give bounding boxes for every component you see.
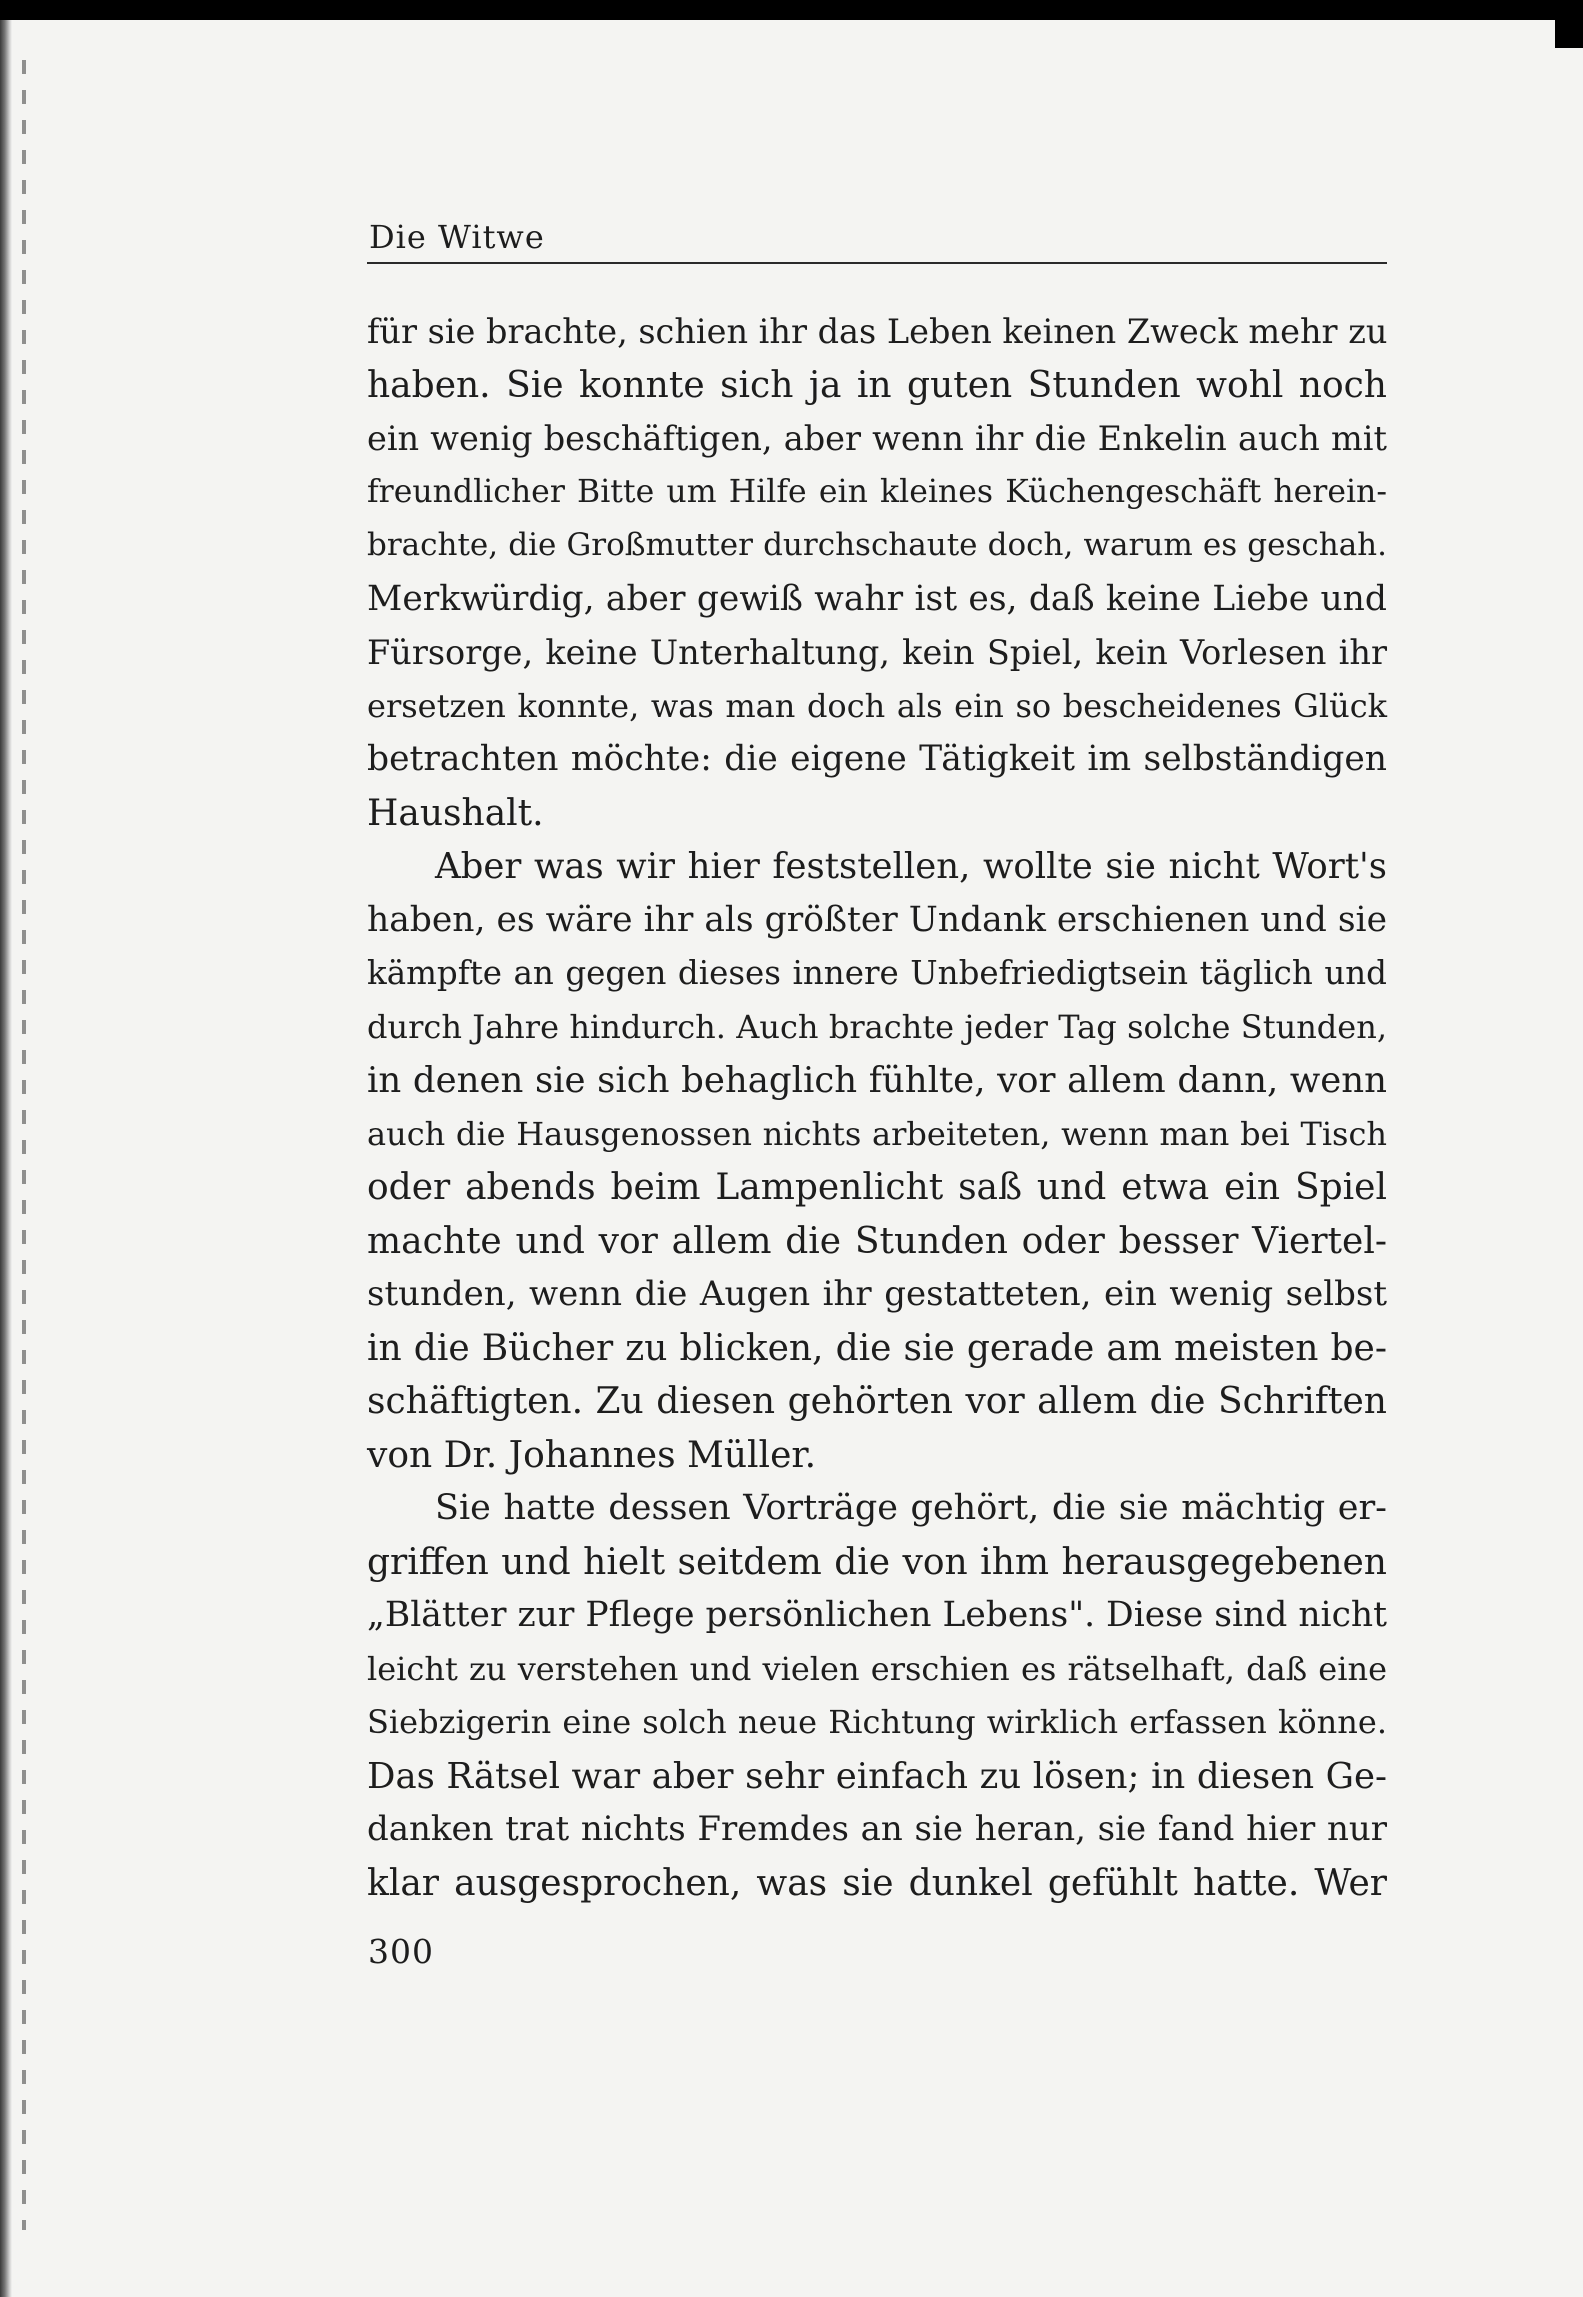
- text-line: Sie hatte dessen Vorträge gehört, die sie mächtig er-: [435, 1488, 1387, 1528]
- text-line: von Dr. Johannes Müller.: [367, 1434, 817, 1476]
- scan-left-streak: [22, 60, 26, 2230]
- text-line: „Blätter zur Pflege persönlichen Lebens". Diese sind nicht: [367, 1595, 1387, 1635]
- text-line: Siebzigerin eine solch neue Richtung wirklich erfassen könne.: [367, 1703, 1387, 1741]
- text-line: klar ausgesprochen, was sie dunkel gefühlt hatte. Wer: [367, 1862, 1387, 1904]
- text-line: haben. Sie konnte sich ja in guten Stunden wohl noch: [367, 364, 1387, 406]
- text-line: kämpfte an gegen dieses innere Unbefriedigtsein täglich und: [367, 954, 1387, 992]
- text-line: Merkwürdig, aber gewiß wahr ist es, daß keine Liebe und: [367, 578, 1387, 619]
- page-number: 300: [368, 1932, 434, 1971]
- scan-left-edge: [0, 20, 12, 2297]
- scan-corner-shadow: [1555, 0, 1583, 48]
- text-line: danken trat nichts Fremdes an sie heran, sie fand hier nur: [367, 1809, 1387, 1849]
- running-head: [367, 212, 1387, 264]
- text-line: brachte, die Großmutter durchschaute doch, warum es geschah.: [367, 527, 1387, 563]
- text-line: stunden, wenn die Augen ihr gestatteten, ein wenig selbst: [367, 1274, 1387, 1314]
- text-line: leicht zu verstehen und vielen erschien es rätselhaft, daß eine: [367, 1649, 1387, 1688]
- text-line: auch die Hausgenossen nichts arbeiteten, wenn man bei Tisch: [367, 1114, 1387, 1153]
- scan-top-edge: [0, 0, 1583, 20]
- text-line: haben, es wäre ihr als größter Undank erschienen und sie: [367, 899, 1387, 940]
- text-line: ein wenig beschäftigen, aber wenn ihr die Enkelin auch mit: [367, 419, 1387, 458]
- running-head-title: Die Witwe: [369, 218, 545, 256]
- text-line: in denen sie sich behaglich fühlte, vor allem dann, wenn: [367, 1060, 1387, 1101]
- text-line: Das Rätsel war aber sehr einfach zu lösen; in diesen Ge-: [367, 1755, 1387, 1797]
- text-line: für sie brachte, schien ihr das Leben keinen Zweck mehr zu: [367, 312, 1388, 351]
- text-line: freundlicher Bitte um Hilfe ein kleines Küchengeschäft herein-: [367, 473, 1387, 510]
- text-line: Fürsorge, keine Unterhaltung, kein Spiel, kein Vorlesen ihr: [367, 633, 1387, 672]
- text-line: betrachten möchte: die eigene Tätigkeit im selbständigen: [367, 739, 1387, 779]
- text-line: schäftigten. Zu diesen gehörten vor allem die Schriften: [367, 1381, 1387, 1422]
- text-line: griffen und hielt seitdem die von ihm herausgegebenen: [367, 1541, 1387, 1583]
- text-line: Haushalt.: [367, 792, 544, 834]
- text-line: ersetzen konnte, was man doch als ein so bescheidenes Glück: [367, 686, 1387, 725]
- text-line: in die Bücher zu blicken, die sie gerade am meisten be-: [367, 1327, 1387, 1369]
- text-line: machte und vor allem die Stunden oder besser Viertel-: [367, 1220, 1387, 1262]
- text-line: Aber was wir hier feststellen, wollte sie nicht Wort's: [435, 846, 1387, 887]
- text-line: oder abends beim Lampenlicht saß und etwa ein Spiel: [367, 1167, 1387, 1208]
- body-text: [367, 305, 1387, 1910]
- text-line: durch Jahre hindurch. Auch brachte jeder Tag solche Stunden,: [367, 1007, 1387, 1046]
